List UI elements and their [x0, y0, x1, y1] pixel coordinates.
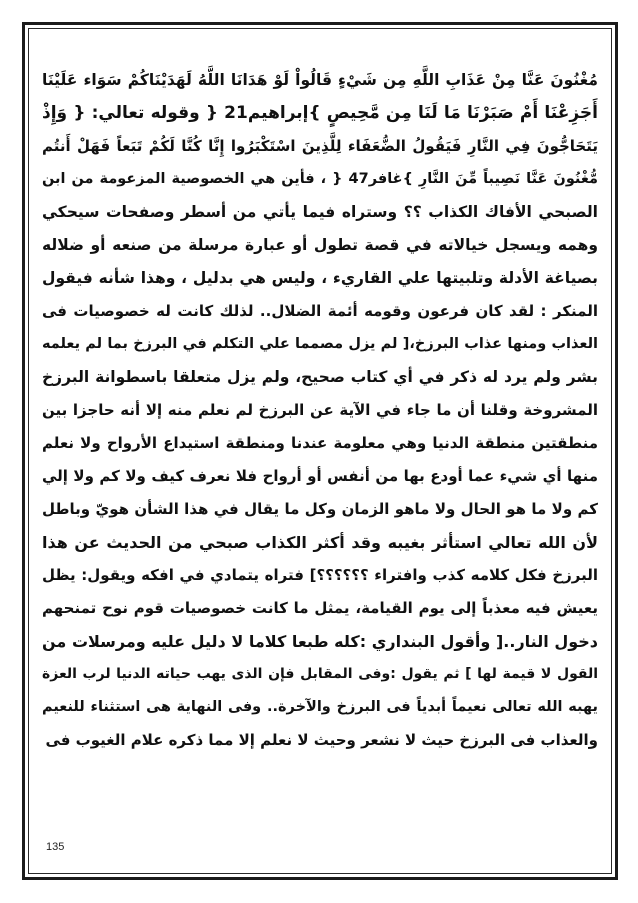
text-line: يعيش فيه معذباً إلى يوم القيامة، يمثل ما كانت خصوصيات قوم نوح تمنحهم [42, 599, 598, 617]
text-line: يهبه الله تعالى نعيماً أبدياً فى البرزخ والآخرة.. وفى النهاية هى استثناء للنعيم [42, 699, 598, 715]
text-line: يَتَحَاجُّونَ فِي النَّارِ فَيَقُولُ الضُّعَفَاء لِلَّذِينَ اسْتَكْبَرُوا إِنَّا كُنَّا لَكُمْ تَبَعاً فَهَلْ أَنتُم [42, 137, 598, 155]
text-line: بصياغة الأدلة وتلبيتها علي القاريء ، وليس هي بدليل ، وهذا شأنه فيقول [42, 269, 598, 287]
text-line: مُّغْنُونَ عَنَّا نَصِيباً مِّنَ النَّارِ }غافر47 { ، فأين هي الخصوصية المزعومة من ابن [42, 171, 598, 187]
text-line: منطقتين منطقة الدنيا وهي معلومة عندنا ومنطقة استيداع الأرواح ولا نعلم [42, 434, 598, 452]
text-line: مُغْنُونَ عَنَّا مِنْ عَذَابِ اللَّهِ مِن شَيْءٍ قَالُواْ لَوْ هَدَانَا اللَّهُ لَهَدَيْنَاكُمْ سَوَاء عَلَيْنَا [42, 71, 598, 89]
text-line: دخول النار..[ وأقول البنداري :كله طبعا كلاما لا دليل عليه ومرسلات من [42, 632, 598, 651]
page-number: 135 [46, 841, 65, 853]
body-text [42, 64, 598, 757]
text-line: المنكر : لقد كان فرعون وقومه أئمة الضلال.. لذلك كانت له خصوصيات فى [42, 302, 598, 320]
text-line: بشر ولم يرد له ذكر في أي كتاب صحيح، ولم يزل متعلقا باسطوانة البرزخ [42, 368, 598, 386]
text-line: والعذاب فى البرزخ حيث لا نشعر وحيث لا نعلم إلا مما ذكره علام الغيوب فى [45, 731, 598, 749]
text-line: القول لا قيمة لها ] ثم يقول :وفى المقابل فإن الذى يهب حياته الدنيا لرب العزة [42, 666, 598, 682]
text-line: البرزخ فكل كلامه كذب وافتراء ؟؟؟؟؟؟] فتراه يتمادي في افكه ويقول: يظل [42, 566, 598, 584]
text-line: العذاب ومنها عذاب البرزخ،[ لم يزل مصمما علي التكلم في البرزخ بما لم يعلمه [42, 336, 598, 352]
text-line: وهمه ويسجل خيالاته في قصة تطول أو عبارة مرسلة من صنعه أو ضلاله [42, 236, 598, 254]
text-line: الصبحي الأفاك الكذاب ؟؟ وستراه فيما يأتي من أسطر وصفحات سيحكي [42, 203, 598, 221]
text-line: منها أي شيء عما أودع بها من أنفس أو أرواح فلا نعرف كيف ولا كم ولا إلي [42, 467, 598, 485]
text-line: لأن الله تعالي استأثر بغيبه وقد أكثر الكذاب صبحي من الحديث عن هذا [42, 533, 598, 552]
text-line: المشروخة وقلنا أن ما جاء في الآية عن البرزخ لم نعلم منه إلا أنه حاجزا بين [42, 401, 598, 419]
text-line: كم ولا ما هو الحال ولا ماهو الزمان وكل ما يقال في هذا الشأن هويّ وباطل [42, 500, 598, 518]
text-line: أَجَزِعْنَا أَمْ صَبَرْنَا مَا لَنَا مِن مَّحِيصٍ }إبراهيم21 { وقوله تعالي: { وَإِذْ [42, 103, 598, 123]
